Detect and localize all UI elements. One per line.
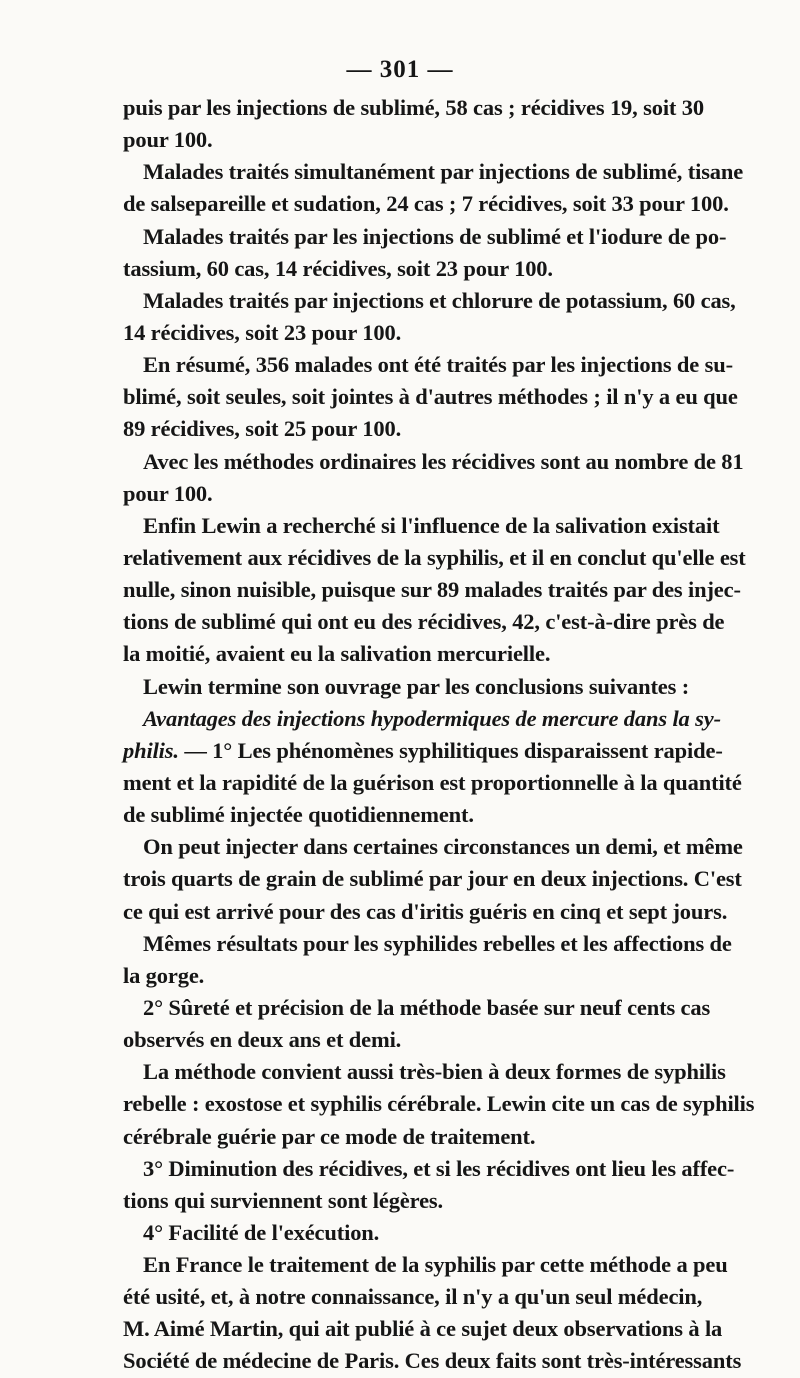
text-line: blimé, soit seules, soit jointes à d'autres méthodes ; il n'y a eu que [123,384,738,410]
text-line: Enfin Lewin a recherché si l'influence de la salivation existait [143,512,720,538]
text-line: trois quarts de grain de sublimé par jour en deux injections. C'est [123,866,742,892]
text-line: de salsepareille et sudation, 24 cas ; 7 récidives, soit 33 pour 100. [123,191,729,217]
text-line: philis. — 1° Les phénomènes syphilitiques disparaissent rapide- [123,737,723,763]
text-line: puis par les injections de sublimé, 58 cas ; récidives 19, soit 30 [123,95,704,120]
text-line: En résumé, 356 malades ont été traités par les injections de su- [143,352,733,378]
body-text [123,92,755,1378]
page-number: — 301 — [346,56,454,83]
text-line: la gorge. [123,962,205,988]
text-line: 2° Sûreté et précision de la méthode basée sur neuf cents cas [143,994,711,1020]
text-line: 14 récidives, soit 23 pour 100. [123,319,402,345]
text-line: Malades traités par injections et chlorure de potassium, 60 cas, [143,287,736,313]
text-line: relativement aux récidives de la syphilis, et il en conclut qu'elle est [123,544,746,570]
text-line: pour 100. [123,480,213,506]
text-line: pour 100. [123,127,213,153]
text-line: Avec les méthodes ordinaires les récidives sont au nombre de 81 [143,448,744,474]
text-line: La méthode convient aussi très-bien à deux formes de syphilis [143,1059,726,1085]
text-line: été usité, et, à notre connaissance, il n'y a qu'un seul médecin, [123,1284,703,1310]
text-line: 3° Diminution des récidives, et si les récidives ont lieu les affec- [143,1155,735,1181]
text-line: cérébrale guérie par ce mode de traitement. [123,1123,536,1149]
text-line: rebelle : exostose et syphilis cérébrale. Lewin cite un cas de syphilis [123,1091,755,1117]
text-line: Avantages des injections hypodermiques de mercure dans la sy- [143,705,721,731]
text-line: En France le traitement de la syphilis par cette méthode a peu [143,1252,728,1278]
text-line: ce qui est arrivé pour des cas d'iritis guéris en cinq et sept jours. [123,898,728,924]
text-line: Lewin termine son ouvrage par les conclusions suivantes : [143,673,690,699]
text-line: Mêmes résultats pour les syphilides rebelles et les affections de [143,930,732,956]
text-line: observés en deux ans et demi. [123,1027,402,1053]
text-line: M. Aimé Martin, qui ait publié à ce sujet deux observations à la [123,1316,723,1342]
text-line: nulle, sinon nuisible, puisque sur 89 malades traités par des injec- [123,577,741,603]
text-line: tassium, 60 cas, 14 récidives, soit 23 pour 100. [123,255,553,281]
text-line: Malades traités simultanément par injections de sublimé, tisane [143,159,744,185]
text-line: ment et la rapidité de la guérison est proportionnelle à la quantité [123,769,742,795]
text-line: la moitié, avaient eu la salivation mercurielle. [123,641,551,667]
text-line: de sublimé injectée quotidiennement. [123,802,474,828]
text-line: Société de médecine de Paris. Ces deux faits sont très-intéressants [123,1348,742,1374]
text-line: 89 récidives, soit 25 pour 100. [123,416,402,442]
text-line: On peut injecter dans certaines circonstances un demi, et même [143,834,743,860]
text-line: Malades traités par les injections de sublimé et l'iodure de po- [143,223,727,249]
text-line: tions de sublimé qui ont eu des récidives, 42, c'est-à-dire près de [123,609,725,635]
text-line: tions qui surviennent sont légères. [123,1187,443,1213]
text-line: 4° Facilité de l'exécution. [143,1219,380,1245]
